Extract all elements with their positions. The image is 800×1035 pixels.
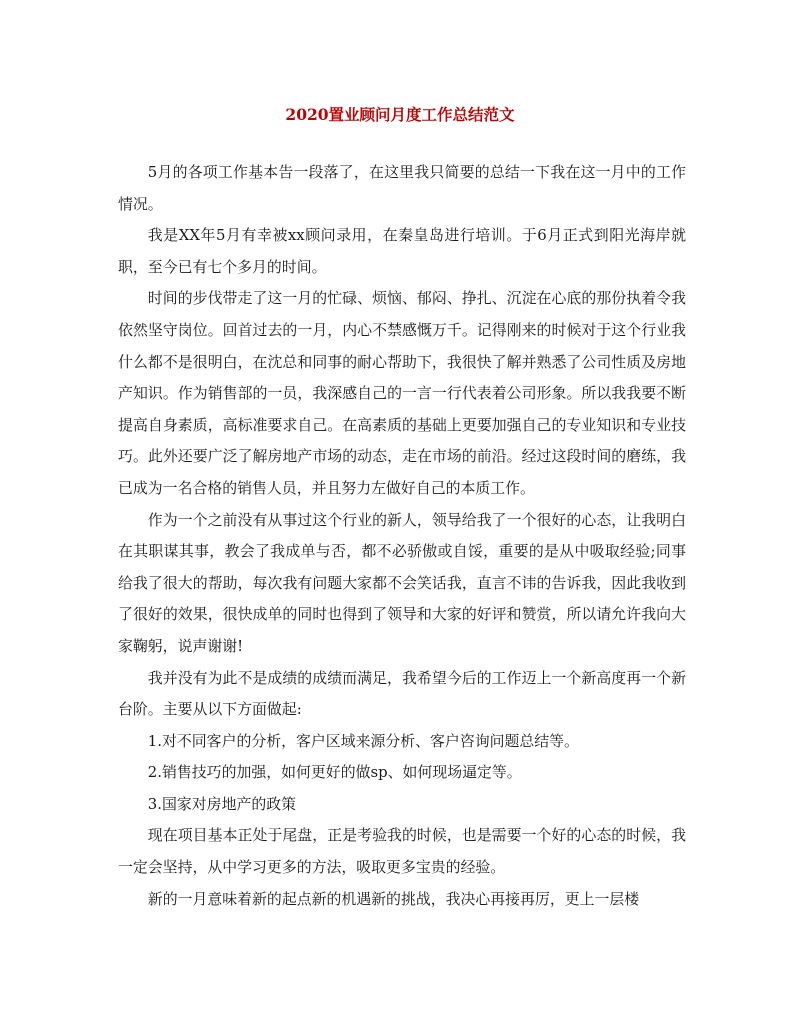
list-item-2: 2.销售技巧的加强，如何更好的做sp、如何现场逼定等。 bbox=[147, 763, 522, 782]
paragraph-intro: 5月的各项工作基本告一段落了，在这里我只简要的总结一下我在这一月中的工作情况。 bbox=[118, 163, 686, 213]
paragraph-gratitude: 作为一个之前没有从事过这个行业的新人，领导给我了一个很好的心态，让我明白在其职谋其事，教会了我成单与否，都不必骄傲或自馁，重要的是从中吸取经验;同事给我了很大的帮助，每次我有问题大家都不会笑话我，直言不讳的告诉我，因此我收到了很好的效果，很快成单的同时也得到了领导和大家的好评和赞赏，所以请允许我向大家鞠躬，说声谢谢! bbox=[118, 510, 686, 655]
paragraph-current-project: 现在项目基本正处于尾盘，正是考验我的时候，也是需要一个好的心态的时候，我一定会坚持，从中学习更多的方法，吸取更多宝贵的经验。 bbox=[118, 826, 686, 877]
paragraph-new-month: 新的一月意味着新的起点新的机遇新的挑战，我决心再接再厉，更上一层楼 bbox=[147, 889, 640, 908]
paragraph-hiring: 我是XX年5月有幸被xx顾问录用，在秦皇岛进行培训。于6月正式到阳光海岸就职，至今已有七个多月的时间。 bbox=[118, 226, 686, 276]
paragraph-goals: 我并没有为此不是成绩的成绩而满足，我希望今后的工作迈上一个新高度再一个新台阶。主要从以下方面做起: bbox=[118, 668, 686, 719]
document-body bbox=[118, 157, 686, 915]
list-item-1: 1.对不同客户的分析，客户区域来源分析、客户咨询问题总结等。 bbox=[147, 731, 579, 750]
list-item-3: 3.国家对房地产的政策 bbox=[147, 794, 297, 813]
document-title: 2020置业顾问月度工作总结范文 bbox=[285, 105, 515, 124]
paragraph-reflection: 时间的步伐带走了这一月的忙碌、烦恼、郁闷、挣扎、沉淀在心底的那份执着令我依然坚守岗位。回首过去的一月，内心不禁感慨万千。记得刚来的时候对于这个行业我什么都不是很明白，在沈总和同事的耐心帮助下，我很快了解并熟悉了公司性质及房地产知识。作为销售部的一员，我深感自己的一言一行代表着公司形象。所以我我要不断提高自身素质，高标准要求自己。在高素质的基础上更要加强自己的专业知识和专业技巧。此外还要广泛了解房地产市场的动态，走在市场的前沿。经过这段时间的磨练，我已成为一名合格的销售人员，并且努力左做好自己的本质工作。 bbox=[118, 289, 686, 497]
